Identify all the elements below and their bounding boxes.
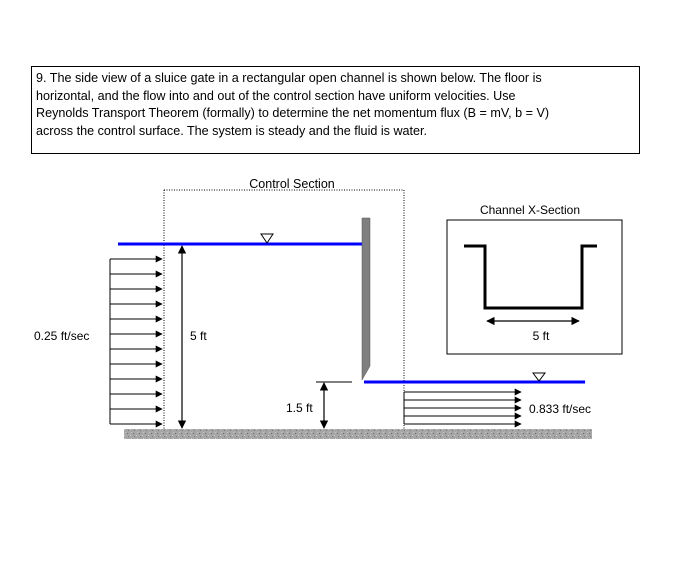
problem-line-3: Reynolds Transport Theorem (formally) to determine the net momentum flux (B = mV, b = V) — [36, 106, 550, 120]
problem-line-2: horizontal, and the flow into and out of the control section have uniform velocities. Use — [36, 88, 516, 103]
upstream-velocity-profile — [110, 259, 162, 424]
channel-xsection-label: Channel X-Section — [479, 203, 581, 217]
downstream-free-surface-icon — [533, 373, 545, 381]
control-section-label: Control Section — [249, 177, 335, 191]
problem-line-1: 9. The side view of a sluice gate in a rectangular open channel is shown below. The floor is — [36, 71, 542, 85]
upstream-depth-label: 5 ft — [190, 329, 207, 343]
sluice-gate — [362, 218, 370, 380]
downstream-velocity-label: 0.833 ft/sec — [529, 402, 592, 416]
downstream-depth-label: 1.5 ft — [286, 401, 313, 415]
problem-line-4: across the control surface. The system is steady and the fluid is water. — [36, 123, 428, 138]
upstream-velocity-label: 0.25 ft/sec — [34, 329, 90, 343]
downstream-velocity-profile — [404, 392, 521, 424]
channel-xsection-shape — [464, 246, 597, 308]
channel-width-label: 5 ft — [532, 329, 550, 343]
channel-floor — [124, 429, 592, 439]
upstream-free-surface-icon — [261, 234, 273, 243]
